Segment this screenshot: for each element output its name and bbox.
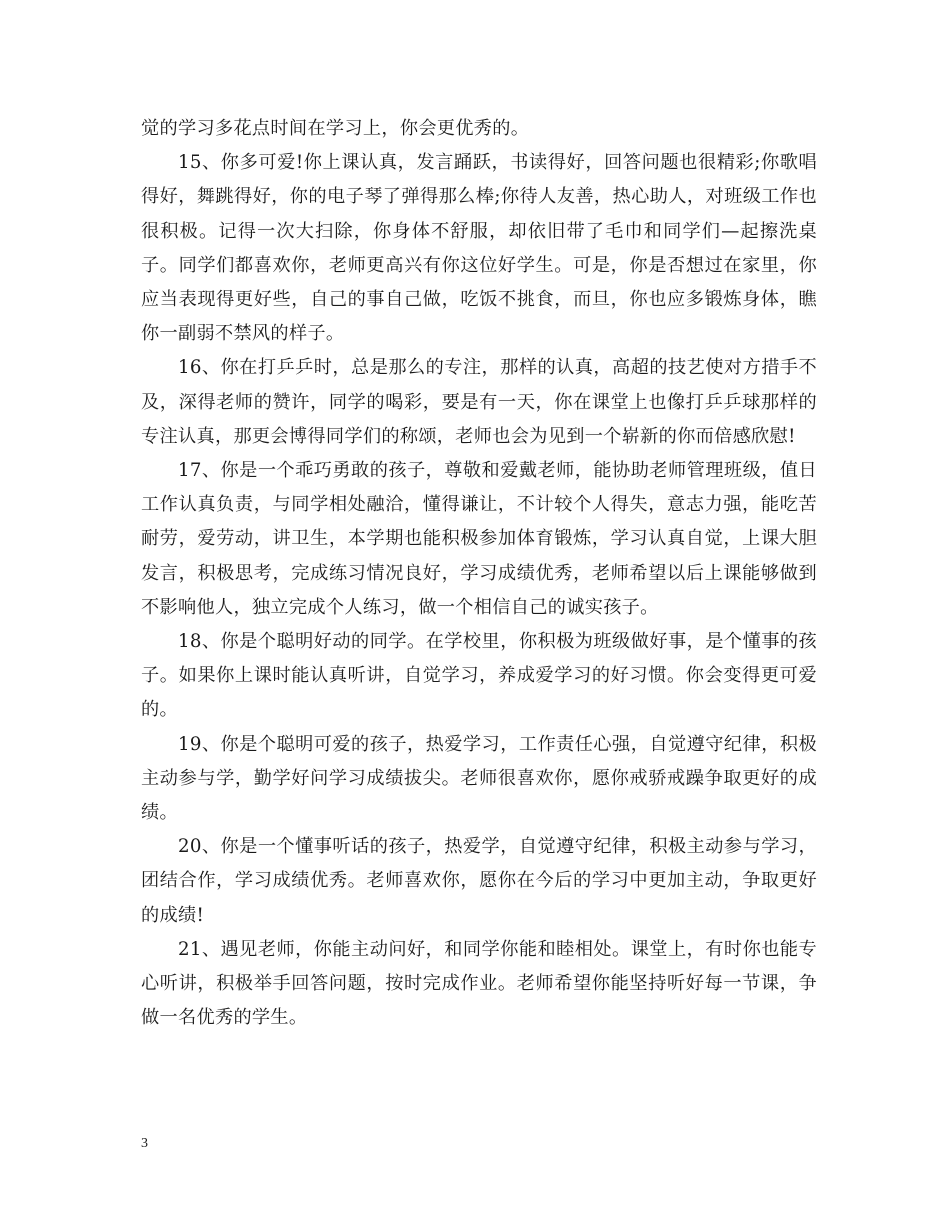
paragraph-comment-17: 17、你是一个乖巧勇敢的孩子，尊敬和爱戴老师，能协助老师管理班级，值日工作认真负责，与同学相处融洽，懂得谦让，不计较个人得失，意志力强，能吃苦耐劳，爱劳动，讲卫生，本学期也能积极参加体育锻炼，学习认真自觉，上课大胆发言，积极思考，完成练习情况良好，学习成绩优秀，老师希望以后上课能够做到不影响他人，独立完成个人练习，做一个相信自己的诚实孩子。 bbox=[141, 460, 817, 618]
paragraph-continuation: 觉的学习多花点时间在学习上，你会更优秀的。 bbox=[141, 118, 530, 139]
paragraph-comment-19: 19、你是个聪明可爱的孩子，热爱学习，工作责任心强，自觉遵守纪律，积极主动参与学，勤学好问学习成绩拔尖。老师很喜欢你，愿你戒骄戒躁争取更好的成绩。 bbox=[141, 733, 817, 824]
paragraph-comment-20: 20、你是一个懂事听话的孩子，热爱学，自觉遵守纪律，积极主动参与学习，团结合作，学习成绩优秀。老师喜欢你，愿你在今后的学习中更加主动，争取更好的成绩! bbox=[141, 836, 817, 926]
paragraph-comment-15: 15、你多可爱!你上课认真，发言踊跃，书读得好，回答问题也很精彩;你歌唱得好，舞跳得好，你的电子琴了弹得那么棒;你待人友善，热心助人，对班级工作也很积极。记得一次大扫除，你身体不舒服，却依旧带了毛巾和同学们—起擦洗桌子。同学们都喜欢你，老师更高兴有你这位好学生。可是，你是否想过在家里，你应当表现得更好些，自己的事自己做，吃饭不挑食，而旦，你也应多锻炼身体，瞧你一副弱不禁风的样子。 bbox=[141, 152, 817, 345]
document-body bbox=[141, 112, 817, 1035]
paragraph-comment-18: 18、你是个聪明好动的同学。在学校里，你积极为班级做好事，是个懂事的孩子。如果你上课时能认真听讲，自觉学习，养成爱学习的好习惯。你会变得更可爱的。 bbox=[141, 631, 817, 721]
paragraph-comment-16: 16、你在打乒乒时，总是那么的专注，那样的认真，高超的技艺使对方措手不及，深得老师的赞许，同学的喝彩，要是有一天，你在课堂上也像打乒乒球那样的专注认真，那更会博得同学们的称颂，老师也会为见到一个崭新的你而倍感欣慰! bbox=[141, 357, 817, 447]
page-number: 3 bbox=[141, 1136, 148, 1151]
paragraph-comment-21: 21、遇见老师，你能主动问好，和同学你能和睦相处。课堂上，有时你也能专心听讲，积极举手回答问题，按时完成作业。老师希望你能坚持听好每一节课，争做一名优秀的学生。 bbox=[141, 938, 817, 1029]
